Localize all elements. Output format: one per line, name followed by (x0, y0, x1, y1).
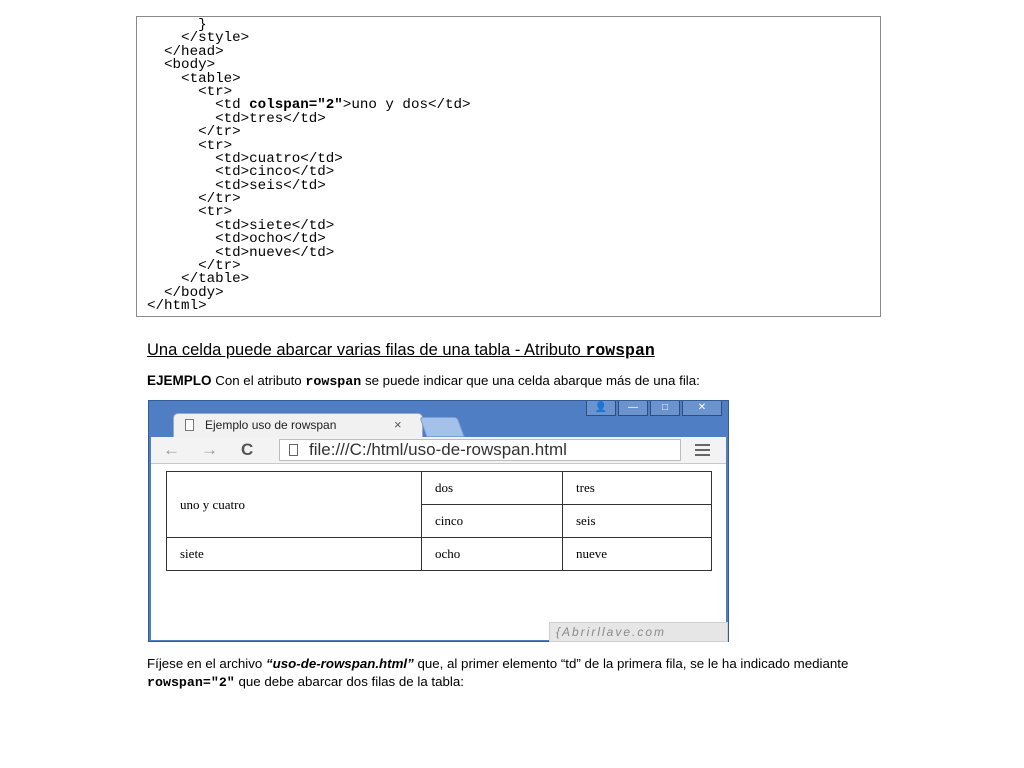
user-icon[interactable]: 👤 (586, 401, 616, 416)
para-code: rowspan="2" (147, 675, 235, 690)
code-fragment: >uno y dos</td> (342, 97, 471, 114)
table-cell: cinco (422, 505, 563, 538)
browser-tab[interactable] (173, 413, 423, 437)
address-url: file:///C:/html/uso-de-rowspan.html (309, 440, 567, 459)
code-listing-box (136, 16, 881, 317)
table-row (167, 472, 712, 505)
code-line: </body> (147, 284, 224, 301)
table-cell: uno y cuatro (167, 472, 422, 538)
new-tab-button[interactable] (419, 417, 464, 437)
window-close-icon[interactable]: ✕ (682, 401, 722, 416)
code-fragment: <td (147, 97, 250, 114)
browser-viewport (151, 463, 726, 640)
para-text: Fíjese en el archivo (147, 656, 266, 671)
forward-arrow-icon[interactable]: → (201, 440, 218, 459)
code-line: </table> (147, 271, 250, 288)
minimize-icon[interactable]: — (618, 401, 648, 416)
code-line: </tr> (147, 258, 241, 275)
code-line: <td>cuatro</td> (147, 150, 343, 167)
back-arrow-icon[interactable]: ← (163, 440, 180, 459)
example-text: Con el atributo (211, 373, 306, 388)
code-line: <td>cinco</td> (147, 164, 335, 181)
window-controls (584, 401, 722, 417)
code-line: </style> (147, 30, 250, 47)
code-fragment-bold: colspan="2" (249, 97, 343, 114)
rowspan-demo-table (166, 471, 712, 571)
code-line: <td>ocho</td> (147, 231, 326, 248)
code-line: <td>tres</td> (147, 110, 326, 127)
code-listing (147, 19, 471, 314)
maximize-icon[interactable]: □ (650, 401, 680, 416)
watermark: {Abrirllave.com (549, 622, 728, 642)
code-line: <tr> (147, 204, 233, 221)
page-icon (289, 444, 298, 456)
explanation-paragraph (147, 655, 887, 692)
example-text: se puede indicar que una celda abarque más de una fila: (361, 373, 700, 388)
para-text: que debe abarcar dos filas de la tabla: (234, 674, 464, 689)
example-code: rowspan (305, 374, 362, 389)
code-line: </html> (147, 298, 207, 315)
code-line: <table> (147, 70, 241, 87)
code-line: </head> (147, 43, 224, 60)
code-line: <td>nueve</td> (147, 244, 335, 261)
table-cell: dos (422, 472, 563, 505)
example-intro (147, 373, 700, 389)
tab-close-icon[interactable]: × (394, 417, 402, 432)
tab-title: Ejemplo uso de rowspan (205, 418, 337, 432)
code-line: <tr> (147, 83, 233, 100)
table-cell: seis (563, 505, 712, 538)
code-line: <tr> (147, 137, 233, 154)
table-cell: ocho (422, 538, 563, 571)
table-cell: siete (167, 538, 422, 571)
para-filename: “uso-de-rowspan.html” (266, 656, 414, 671)
code-line: } (147, 17, 207, 33)
heading-text: Una celda puede abarcar varias filas de una tabla - Atributo (147, 341, 586, 359)
menu-icon[interactable] (695, 441, 710, 459)
code-line: </tr> (147, 191, 241, 208)
code-line: </tr> (147, 124, 241, 141)
section-heading (147, 341, 655, 360)
table-cell: nueve (563, 538, 712, 571)
code-line: <td>siete</td> (147, 217, 335, 234)
reload-icon[interactable]: C (241, 440, 254, 459)
table-cell: tres (563, 472, 712, 505)
browser-toolbar (151, 437, 726, 463)
address-bar[interactable] (279, 439, 681, 461)
para-text: que, al primer elemento “td” de la primera fila, se le ha indicado mediante (413, 656, 849, 671)
example-lead: EJEMPLO (147, 373, 212, 388)
code-line: <td>seis</td> (147, 177, 326, 194)
heading-code: rowspan (585, 341, 655, 360)
table-row (167, 538, 712, 571)
page-icon (185, 419, 194, 431)
browser-window-screenshot (148, 400, 729, 642)
code-line: <body> (147, 57, 216, 74)
